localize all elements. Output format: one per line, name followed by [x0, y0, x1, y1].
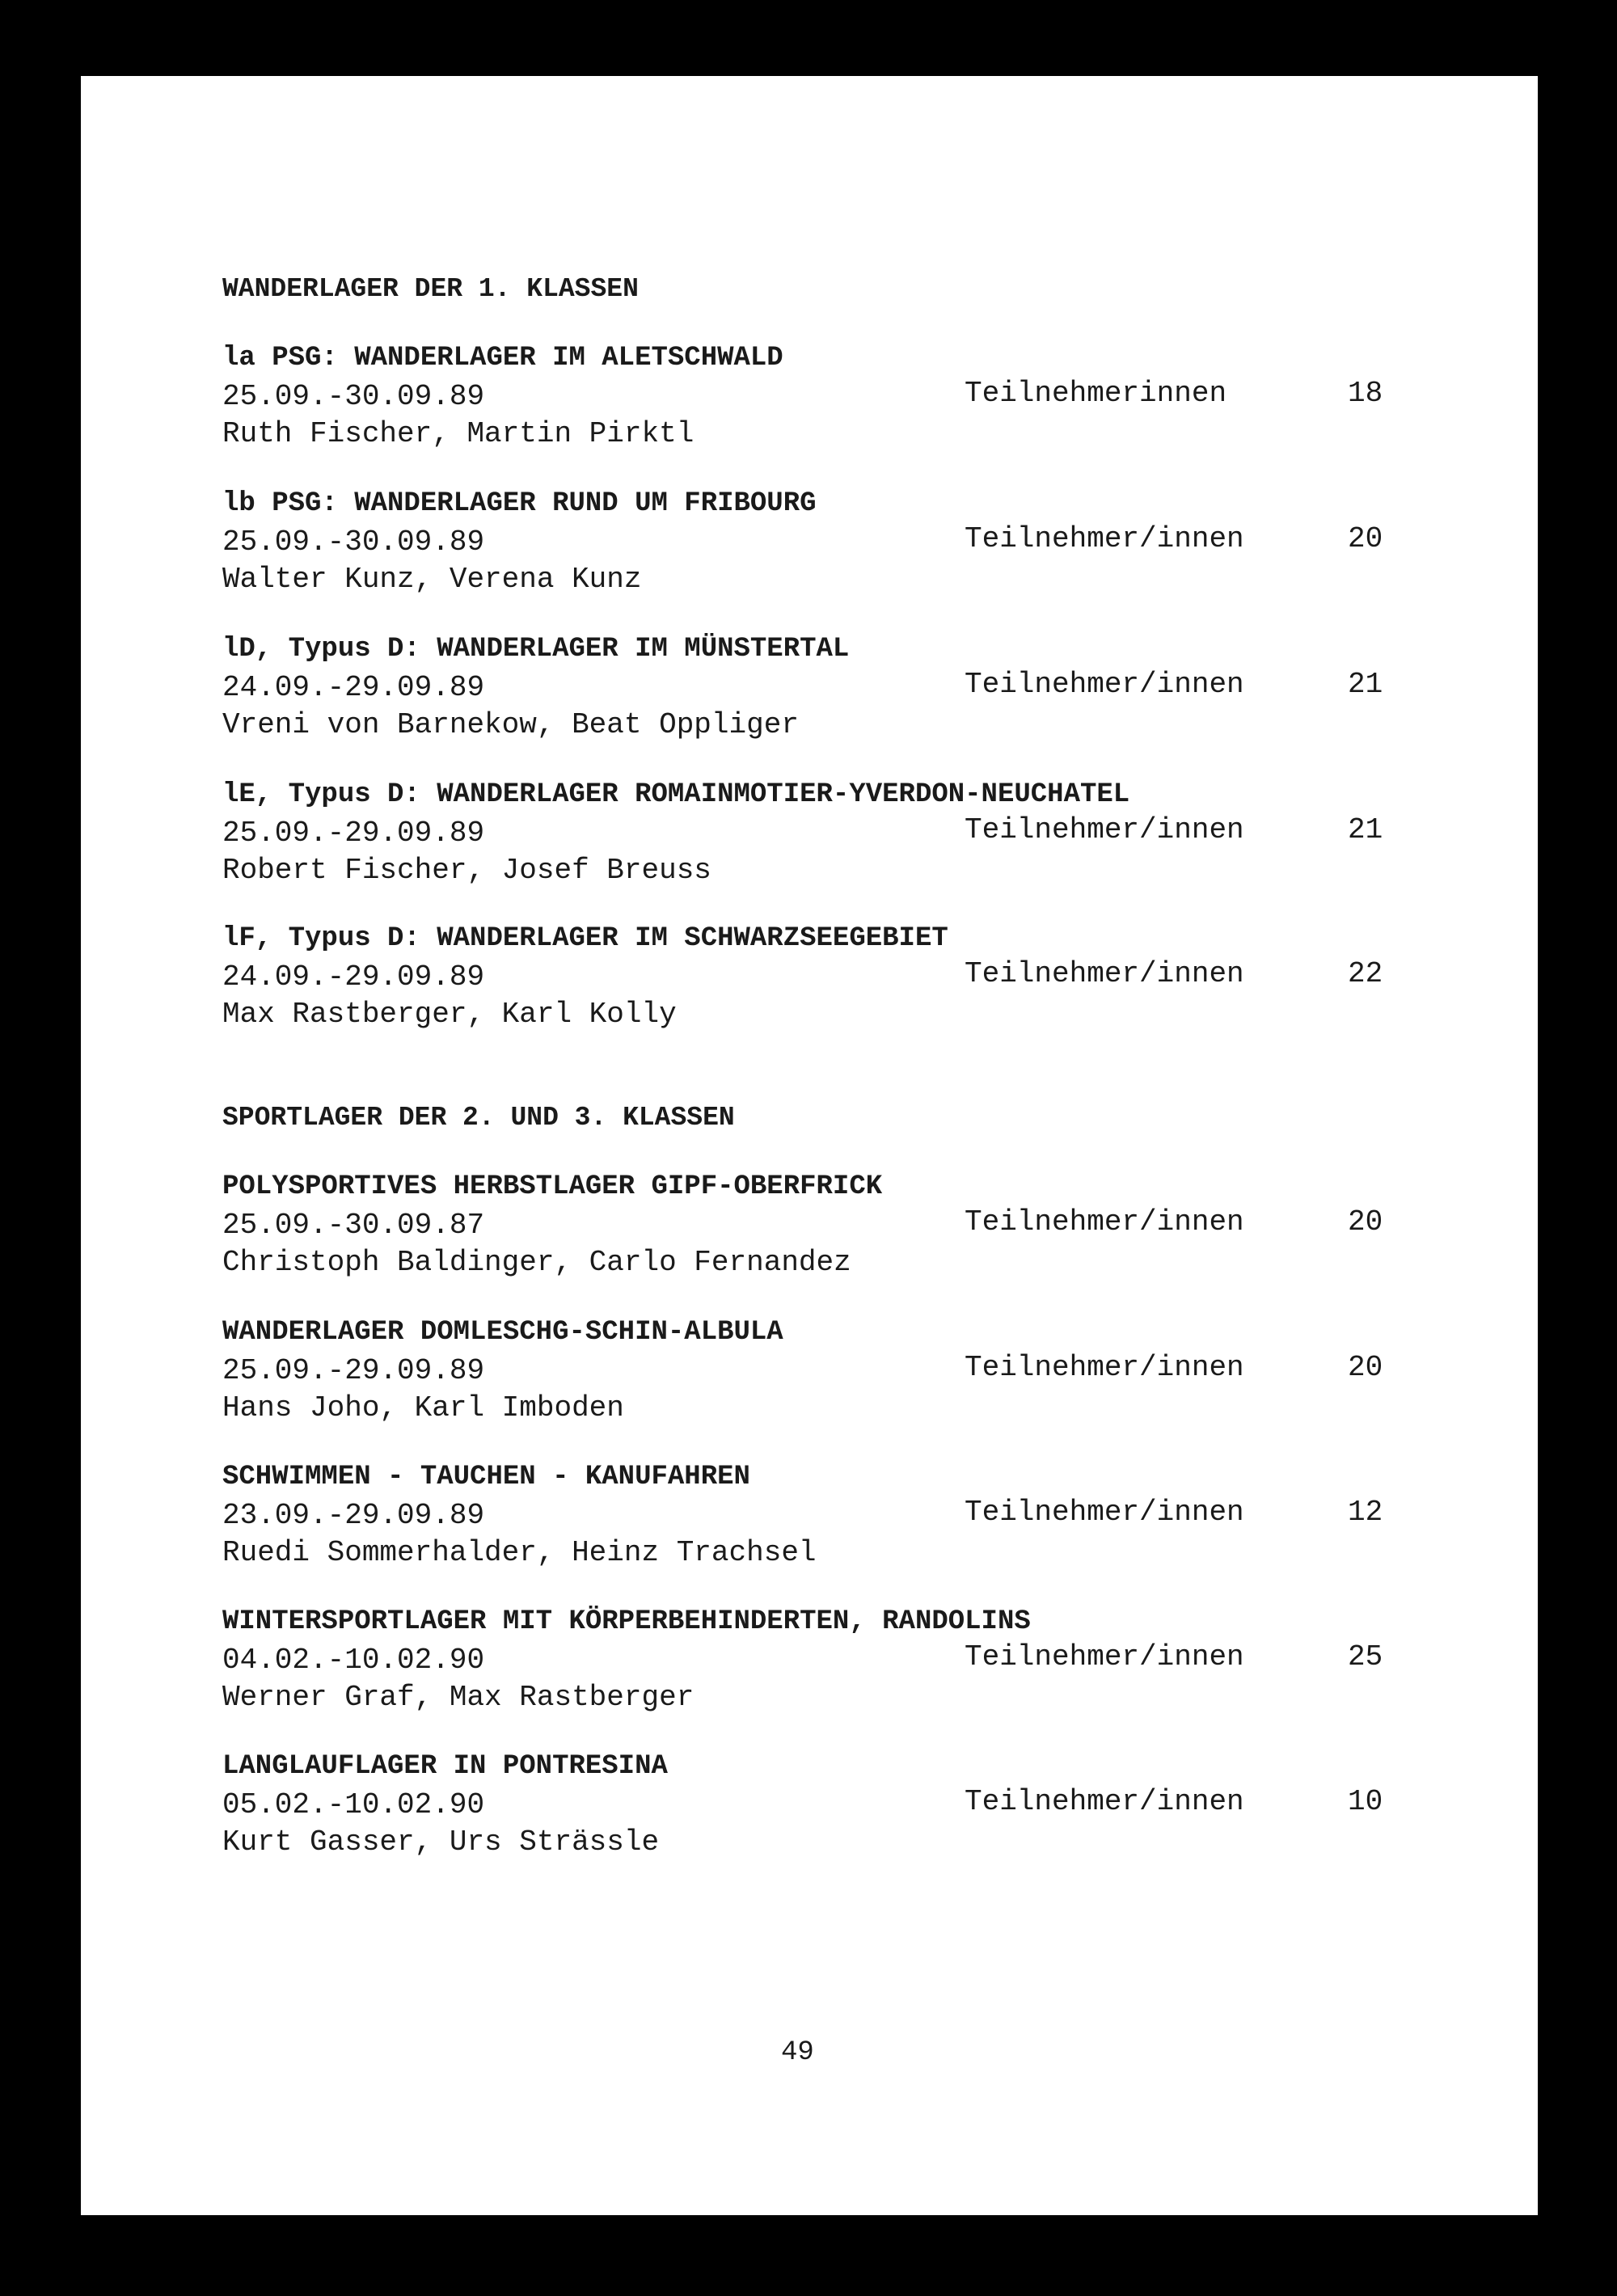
- camp-dates: 25.09.-30.09.89: [222, 380, 485, 413]
- camp-leaders: Ruth Fischer, Martin Pirktl: [222, 417, 695, 450]
- camp-entry: [222, 779, 1484, 901]
- camp-leaders: Hans Joho, Karl Imboden: [222, 1391, 624, 1424]
- camp-title: SCHWIMMEN - TAUCHEN - KANUFAHREN: [222, 1462, 750, 1492]
- camp-dates: 23.09.-29.09.89: [222, 1499, 485, 1532]
- camp-leaders: Ruedi Sommerhalder, Heinz Trachsel: [222, 1536, 817, 1569]
- participants-count: 20: [1348, 522, 1383, 555]
- page-number: 49: [781, 2037, 814, 2068]
- camp-title: LANGLAUFLAGER IN PONTRESINA: [222, 1751, 668, 1782]
- participants-label: Teilnehmer/innen: [965, 1205, 1244, 1239]
- camp-leaders: Max Rastberger, Karl Kolly: [222, 998, 677, 1031]
- camp-leaders: Christoph Baldinger, Carlo Fernandez: [222, 1246, 851, 1279]
- participants-count: 21: [1348, 813, 1383, 846]
- camp-entry: [222, 343, 1484, 464]
- camp-title: lD, Typus D: WANDERLAGER IM MÜNSTERTAL: [222, 634, 850, 665]
- participants-label: Teilnehmer/innen: [965, 1351, 1244, 1384]
- participants-count: 12: [1348, 1496, 1383, 1529]
- section-title-wanderlager: WANDERLAGER DER 1. KLASSEN: [222, 274, 639, 304]
- camp-title: la PSG: WANDERLAGER IM ALETSCHWALD: [222, 343, 783, 374]
- camp-leaders: Kurt Gasser, Urs Strässle: [222, 1825, 660, 1859]
- participants-count: 22: [1348, 957, 1383, 990]
- camp-dates: 24.09.-29.09.89: [222, 960, 485, 994]
- camp-entry: [222, 1462, 1484, 1583]
- camp-dates: 05.02.-10.02.90: [222, 1788, 485, 1821]
- camp-title: WINTERSPORTLAGER MIT KÖRPERBEHINDERTEN, RANDOLINS: [222, 1606, 1031, 1637]
- document-page: [81, 76, 1538, 2215]
- camp-dates: 25.09.-30.09.89: [222, 525, 485, 559]
- camp-title: WANDERLAGER DOMLESCHG-SCHIN-ALBULA: [222, 1317, 783, 1348]
- camp-leaders: Vreni von Barnekow, Beat Oppliger: [222, 708, 799, 741]
- participants-label: Teilnehmer/innen: [965, 1785, 1244, 1818]
- participants-count: 25: [1348, 1640, 1383, 1673]
- camp-leaders: Werner Graf, Max Rastberger: [222, 1681, 695, 1714]
- participants-count: 21: [1348, 668, 1383, 701]
- camp-dates: 04.02.-10.02.90: [222, 1644, 485, 1677]
- participants-label: Teilnehmerinnen: [965, 377, 1227, 410]
- camp-dates: 25.09.-29.09.89: [222, 817, 485, 850]
- participants-count: 20: [1348, 1205, 1383, 1239]
- camp-dates: 25.09.-29.09.89: [222, 1354, 485, 1387]
- participants-label: Teilnehmer/innen: [965, 1496, 1244, 1529]
- camp-entry: [222, 488, 1484, 610]
- section-title-sportlager: SPORTLAGER DER 2. UND 3. KLASSEN: [222, 1103, 735, 1133]
- camp-entry: [222, 1171, 1484, 1293]
- camp-leaders: Walter Kunz, Verena Kunz: [222, 563, 642, 596]
- camp-dates: 24.09.-29.09.89: [222, 671, 485, 704]
- participants-label: Teilnehmer/innen: [965, 957, 1244, 990]
- camp-title: POLYSPORTIVES HERBSTLAGER GIPF-OBERFRICK: [222, 1171, 883, 1202]
- camp-entry: [222, 1606, 1484, 1728]
- participants-label: Teilnehmer/innen: [965, 1640, 1244, 1673]
- participants-count: 18: [1348, 377, 1383, 410]
- camp-entry: [222, 634, 1484, 755]
- participants-label: Teilnehmer/innen: [965, 668, 1244, 701]
- participants-count: 10: [1348, 1785, 1383, 1818]
- camp-entry: [222, 923, 1484, 1045]
- camp-entry: [222, 1751, 1484, 1872]
- camp-title: lF, Typus D: WANDERLAGER IM SCHWARZSEEGEBIET: [222, 923, 948, 954]
- participants-count: 20: [1348, 1351, 1383, 1384]
- camp-dates: 25.09.-30.09.87: [222, 1209, 485, 1242]
- participants-label: Teilnehmer/innen: [965, 813, 1244, 846]
- participants-label: Teilnehmer/innen: [965, 522, 1244, 555]
- camp-entry: [222, 1317, 1484, 1438]
- camp-leaders: Robert Fischer, Josef Breuss: [222, 854, 711, 887]
- camp-title: lb PSG: WANDERLAGER RUND UM FRIBOURG: [222, 488, 817, 519]
- camp-title: lE, Typus D: WANDERLAGER ROMAINMOTIER-YVERDON-NEUCHATEL: [222, 779, 1130, 810]
